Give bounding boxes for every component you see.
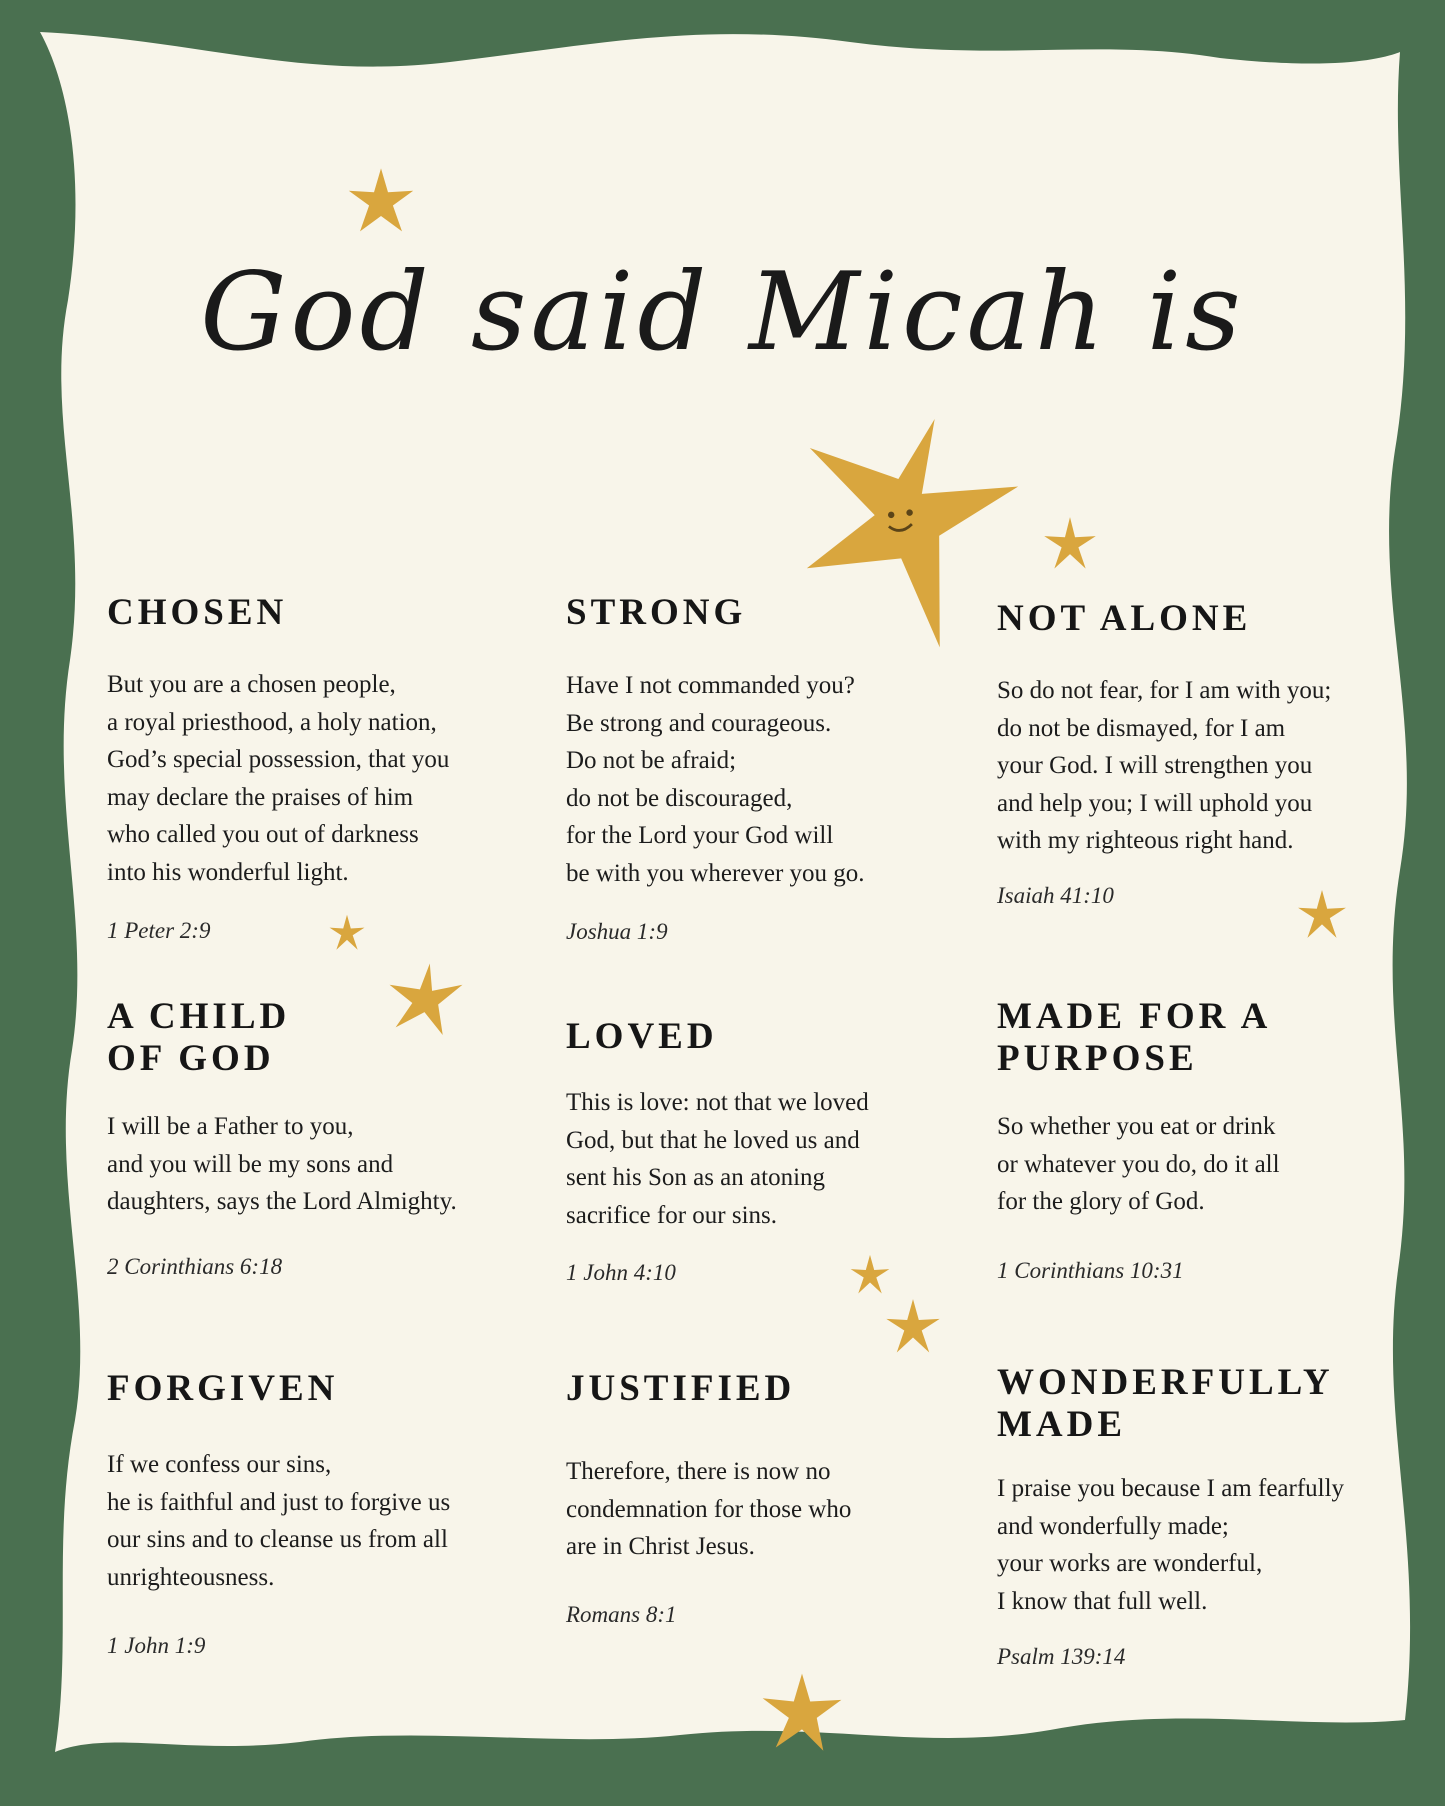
- card-verse: This is love: not that we loved God, but that he loved us and sent his Son as an atoning sacrifice for our sins.: [566, 1089, 869, 1229]
- star-icon: [756, 1672, 848, 1754]
- card-loved: [566, 1016, 986, 1306]
- star-icon: [884, 1294, 942, 1360]
- card-child-of-god: [107, 996, 527, 1296]
- card-heading: WONDERFULLY MADE: [997, 1362, 1334, 1445]
- card-heading: NOT ALONE: [997, 598, 1252, 639]
- card-verse: So do not fear, for I am with you; do not be dismayed, for I am your God. I will strengthen you and help you; I will uphold you with my righteous right hand.: [997, 677, 1332, 854]
- card-heading: CHOSEN: [107, 592, 288, 633]
- card-verse: I praise you because I am fearfully and wonderfully made; your works are wonderful, I know that full well.: [997, 1475, 1345, 1615]
- star-icon: [346, 162, 416, 242]
- card-verse: Have I not commanded you? Be strong and courageous. Do not be afraid; do not be discouraged, for the Lord your God will be with you wherever you go.: [566, 672, 865, 887]
- star-icon: [849, 1254, 891, 1296]
- card-heading: A CHILD OF GOD: [107, 996, 291, 1079]
- card-wonderfully-made: [997, 1362, 1417, 1682]
- card-reference: 2 Corinthians 6:18: [107, 1254, 283, 1279]
- smiling-star-icon: [790, 402, 1020, 660]
- card-forgiven: [107, 1368, 527, 1668]
- card-reference: Romans 8:1: [566, 1602, 677, 1627]
- card-heading: JUSTIFIED: [566, 1368, 796, 1409]
- card-reference: 1 Corinthians 10:31: [997, 1258, 1184, 1283]
- card-heading: FORGIVEN: [107, 1368, 339, 1409]
- card-verse: So whether you eat or drink or whatever you do, do it all for the glory of God.: [997, 1113, 1280, 1215]
- star-icon: [1296, 889, 1348, 941]
- page-title: God said Micah is: [200, 250, 1245, 375]
- card-reference: Joshua 1:9: [566, 919, 668, 944]
- star-icon: [386, 962, 466, 1038]
- card-reference: Psalm 139:14: [997, 1644, 1126, 1669]
- card-reference: 1 John 1:9: [107, 1633, 206, 1658]
- card-verse: Therefore, there is now no condemnation for those who are in Christ Jesus.: [566, 1458, 852, 1560]
- card-made-for-a-purpose: [997, 996, 1417, 1296]
- card-justified: [566, 1368, 986, 1648]
- card-verse: I will be a Father to you, and you will be my sons and daughters, says the Lord Almighty.: [107, 1113, 457, 1215]
- card-verse: But you are a chosen people, a royal priesthood, a holy nation, God’s special possession, that you may declare the praises of him who called you out of darkness into his wonderful light.: [107, 671, 450, 886]
- star-icon: [1042, 513, 1098, 575]
- card-heading: MADE FOR A PURPOSE: [997, 996, 1272, 1079]
- card-reference: Isaiah 41:10: [997, 883, 1114, 908]
- card-reference: 1 John 4:10: [566, 1260, 676, 1285]
- card-not-alone: [997, 598, 1417, 918]
- card-heading: STRONG: [566, 592, 747, 633]
- card-chosen: [107, 592, 527, 952]
- star-icon: [328, 912, 366, 954]
- card-reference: 1 Peter 2:9: [107, 918, 211, 943]
- card-heading: LOVED: [566, 1016, 718, 1057]
- card-verse: If we confess our sins, he is faithful and just to forgive us our sins and to cleanse us from all unrighteousness.: [107, 1451, 451, 1591]
